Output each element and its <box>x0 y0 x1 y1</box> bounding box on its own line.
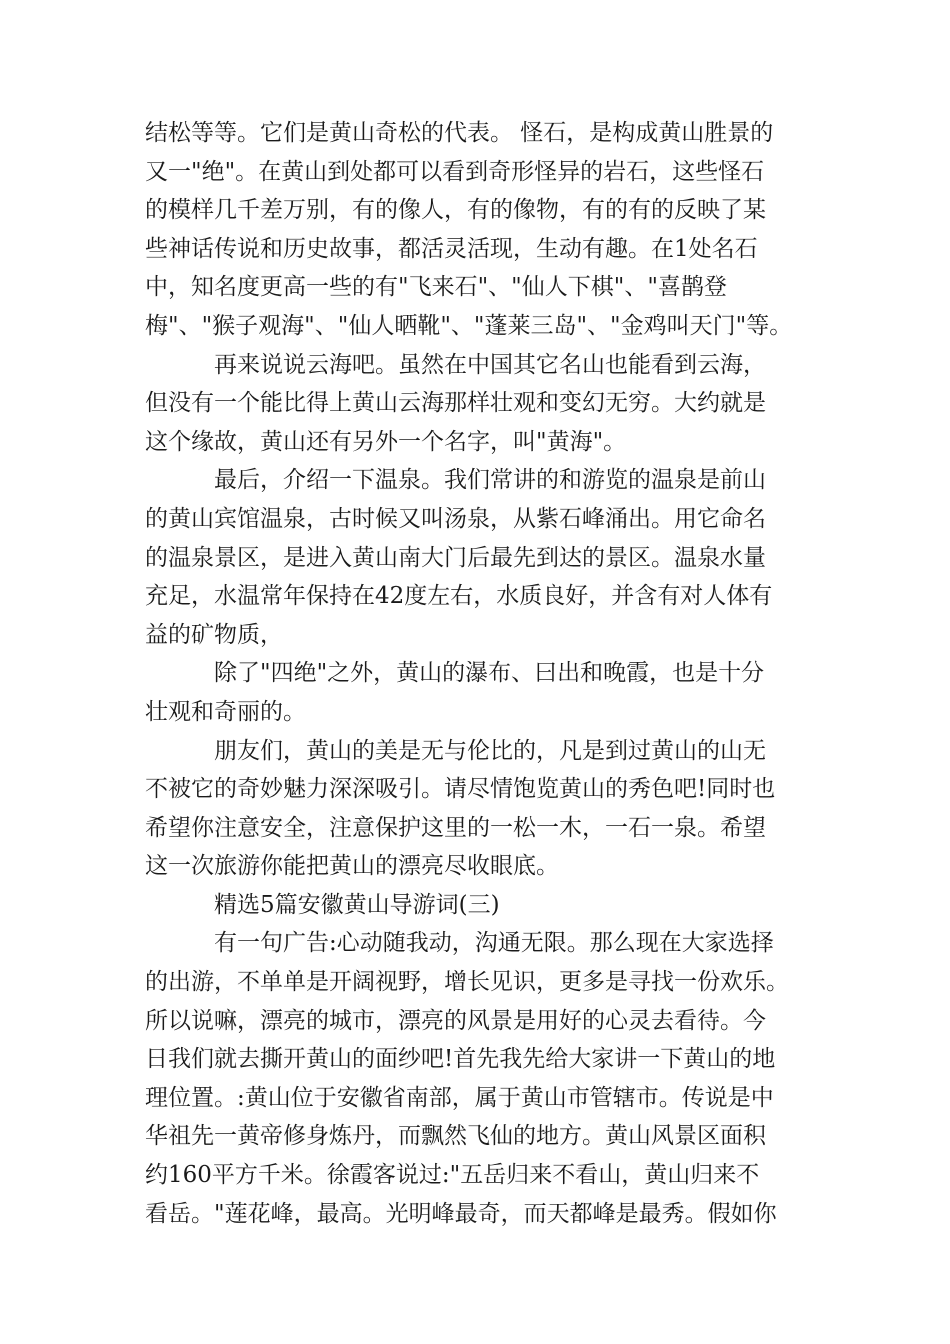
text-line: 约160平方千米。徐霞客说过:"五岳归来不看山，黄山归来不 <box>145 1162 760 1189</box>
text-line: 精选5篇安徽黄山导游词(三) <box>214 891 500 918</box>
text-line: 的温泉景区，是进入黄山南大门后最先到达的景区。温泉水量 <box>145 544 766 571</box>
text-line: 但没有一个能比得上黄山云海那样壮观和变幻无穷。大约就是 <box>145 390 766 417</box>
text-line: 希望你注意安全，注意保护这里的一松一木，一石一泉。希望 <box>145 814 766 841</box>
text-line: 朋友们，黄山的美是无与伦比的，凡是到过黄山的山无 <box>214 737 766 764</box>
text-line: 梅"、"猴子观海"、"仙人晒靴"、"蓬莱三岛"、"金鸡叫天门"等。 <box>145 312 793 339</box>
text-line: 最后，介绍一下温泉。我们常讲的和游览的温泉是前山 <box>214 467 766 494</box>
text-line: 所以说嘛，漂亮的城市，漂亮的风景是用好的心灵去看待。今 <box>145 1007 766 1034</box>
text-line: 华祖先一黄帝修身炼丹，而飘然飞仙的地方。黄山风景区面积 <box>145 1123 766 1150</box>
text-line: 的黄山宾馆温泉，古时候又叫汤泉，从紫石峰涌出。用它命名 <box>145 505 766 532</box>
text-line: 充足，水温常年保持在42度左右，水质良好，并含有对人体有 <box>145 583 773 610</box>
text-line: 理位置。:黄山位于安徽省南部，属于黄山市管辖市。传说是中 <box>145 1084 774 1111</box>
text-line: 这一次旅游你能把黄山的漂亮尽收眼底。 <box>145 853 559 880</box>
text-line: 结松等等。它们是黄山奇松的代表。 怪石，是构成黄山胜景的 <box>145 120 774 146</box>
text-line: 日我们就去撕开黄山的面纱吧!首先我先给大家讲一下黄山的地 <box>145 1046 776 1073</box>
text-line: 不被它的奇妙魅力深深吸引。请尽情饱览黄山的秀色吧!同时也 <box>145 776 776 803</box>
text-line: 益的矿物质， <box>145 621 283 648</box>
text-line: 除了"四绝"之外，黄山的瀑布、曰出和晚霞，也是十分 <box>214 660 765 687</box>
text-line: 看岳。"莲花峰，最高。光明峰最奇，而天都峰是最秀。假如你 <box>145 1200 777 1227</box>
document-body <box>145 114 835 1233</box>
text-line: 又一"绝"。在黄山到处都可以看到奇形怪异的岩石，这些怪石 <box>145 158 765 185</box>
text-line: 有一句广告:心动随我动，沟通无限。那么现在大家选择 <box>214 930 774 957</box>
text-line: 的出游，不单单是开阔视野，增长见识，更多是寻找一份欢乐。 <box>145 969 789 996</box>
text-line: 壮观和奇丽的。 <box>145 698 306 725</box>
text-line: 这个缘故，黄山还有另外一个名字，叫"黄海"。 <box>145 428 627 455</box>
text-line: 些神话传说和历史故事，都活灵活现，生动有趣。在1处名石 <box>145 235 758 262</box>
text-line: 的模样几千差万别，有的像人，有的像物，有的有的反映了某 <box>145 197 766 224</box>
text-line: 中，知名度更高一些的有"飞来石"、"仙人下棋"、"喜鹊登 <box>145 274 727 301</box>
text-line: 再来说说云海吧。虽然在中国其它名山也能看到云海， <box>214 351 766 378</box>
